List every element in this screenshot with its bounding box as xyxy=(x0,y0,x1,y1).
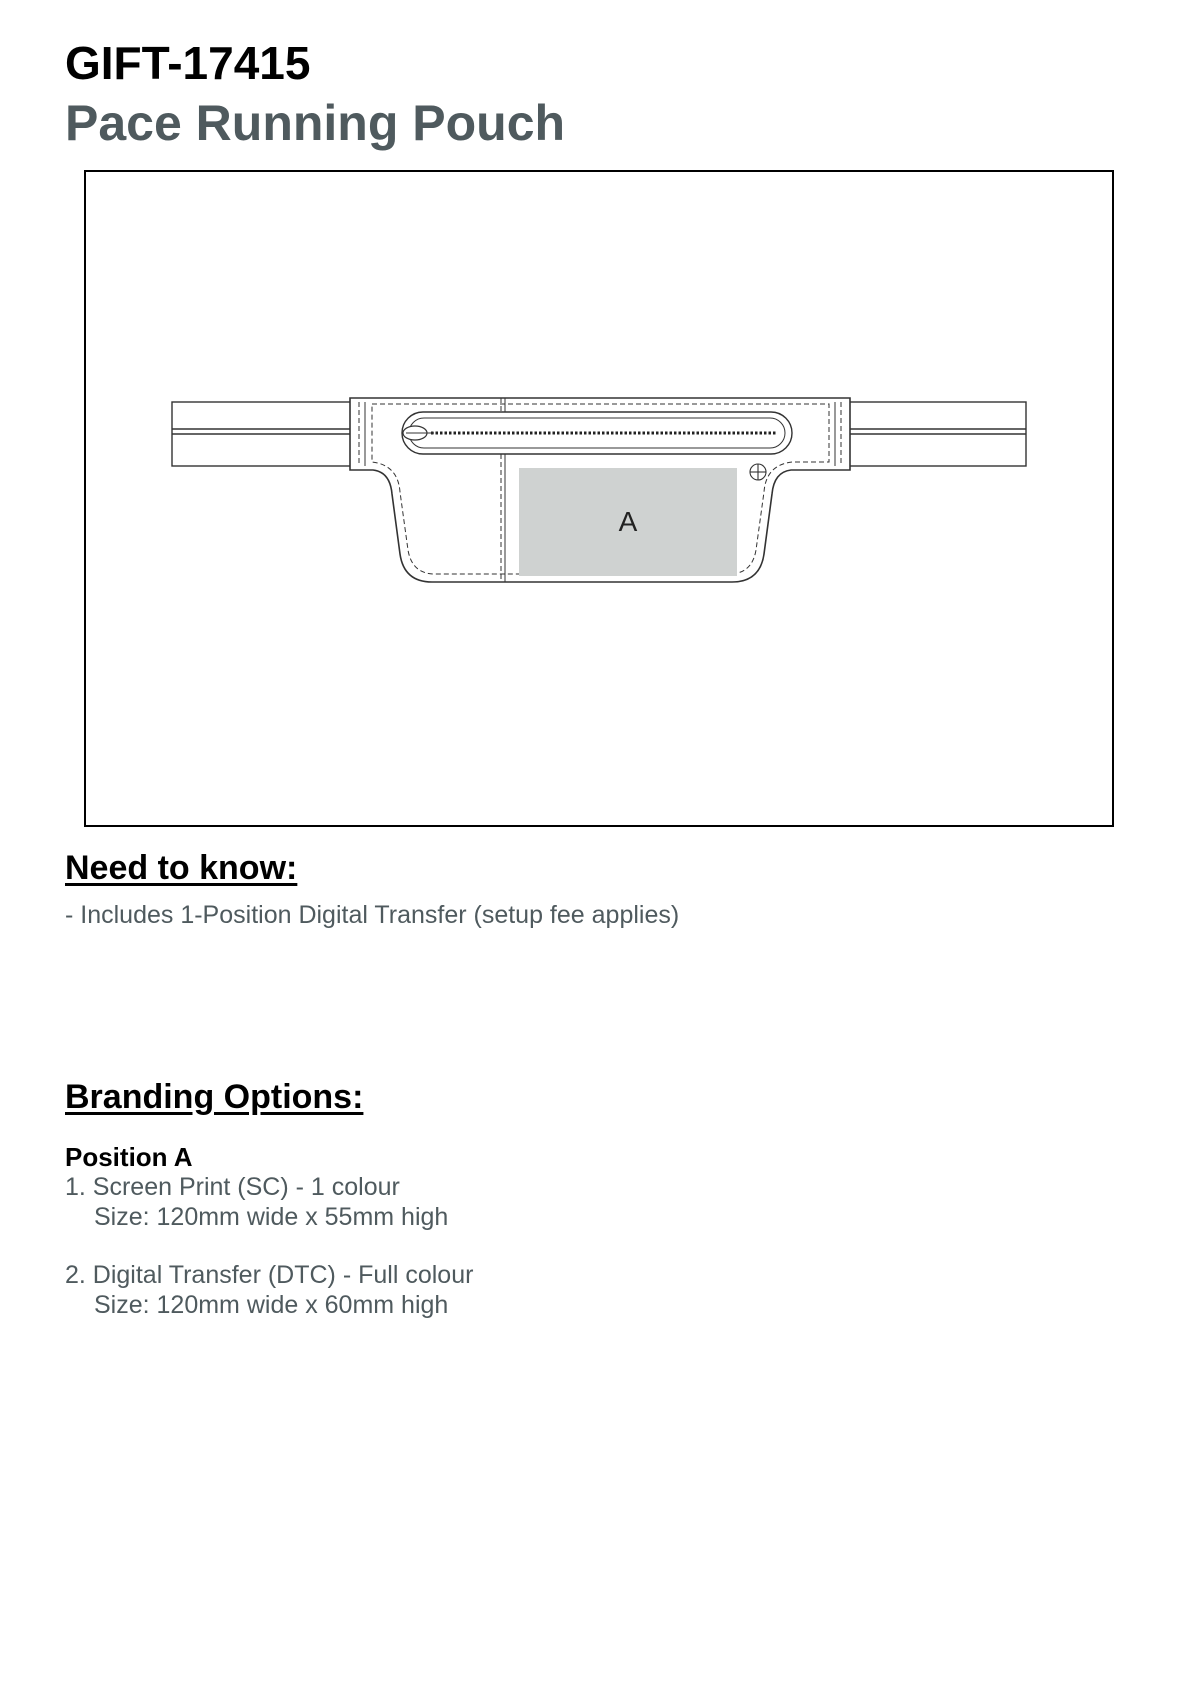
print-area-label: A xyxy=(618,506,638,537)
branding-option-digital-transfer-size: Size: 120mm wide x 60mm high xyxy=(94,1291,449,1319)
branding-options-heading: Branding Options: xyxy=(65,1078,364,1116)
branding-option-screen-print: 1. Screen Print (SC) - 1 colour xyxy=(65,1173,400,1201)
product-diagram-frame xyxy=(84,170,1114,827)
branding-option-digital-transfer: 2. Digital Transfer (DTC) - Full colour xyxy=(65,1261,474,1289)
product-name: Pace Running Pouch xyxy=(65,95,566,151)
product-code: GIFT-17415 xyxy=(65,37,311,89)
pouch-diagram xyxy=(86,172,1111,824)
left-strap xyxy=(172,402,354,466)
zipper xyxy=(402,412,792,454)
position-a-title: Position A xyxy=(65,1142,193,1172)
branding-option-screen-print-size: Size: 120mm wide x 55mm high xyxy=(94,1203,449,1231)
need-to-know-item: - Includes 1-Position Digital Transfer (setup fee applies) xyxy=(65,901,680,929)
headphone-port-icon xyxy=(750,464,766,480)
right-strap xyxy=(844,402,1026,466)
need-to-know-heading: Need to know: xyxy=(65,849,298,887)
